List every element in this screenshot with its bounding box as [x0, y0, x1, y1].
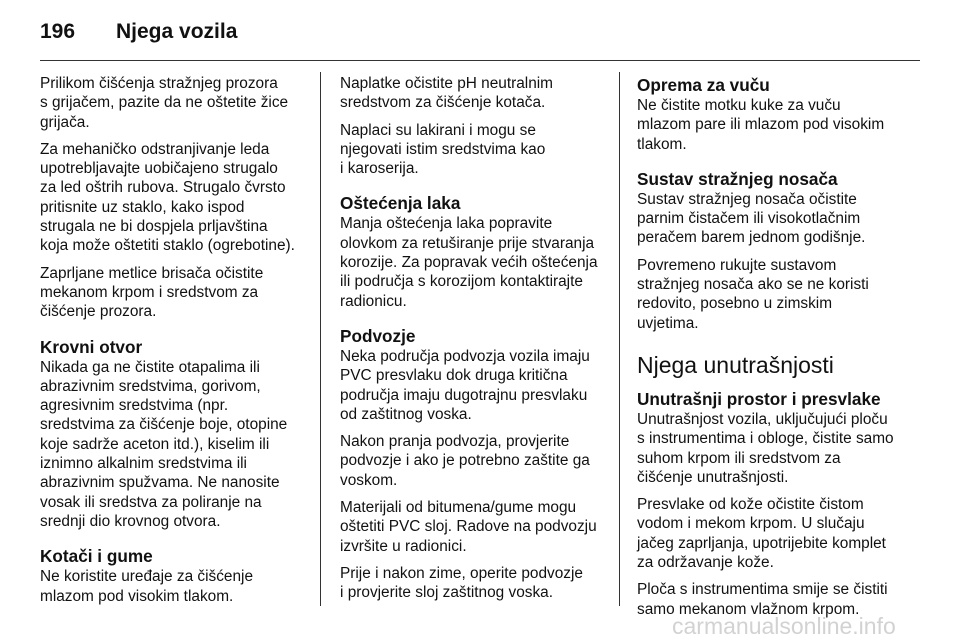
paragraph: Ne koristite uređaje za čišćenje mlazom pod visokim tlakom.: [40, 568, 254, 605]
column-divider: [320, 72, 321, 606]
column-2: [340, 74, 615, 611]
paragraph: Ploča s instrumentima smije se čistiti samo mekanom vlažnom krpom.: [637, 581, 888, 618]
paragraph: Sustav stražnjeg nosača očistite parnim čistačem ili visokotlačnim peračem barem jednom godišnje.: [637, 190, 866, 247]
paragraph: Povremeno rukujte sustavom stražnjeg nosača ako se ne koristi redovito, posebno u zimskim uvjetima.: [637, 256, 869, 332]
paragraph: Naplaci su lakirani i mogu se njegovati istim sredstvima kao i karoserija.: [340, 121, 546, 178]
paragraph: Neka područja podvozja vozila imaju PVC presvlaku dok druga kritična područja imaju dugotrajnu presvlaku od zaštitnog voska.: [340, 347, 590, 423]
paragraph: Ne čistite motku kuke za vuču mlazom pare ili mlazom pod visokim tlakom.: [637, 97, 885, 153]
watermark: carmanualsonline.info: [672, 613, 896, 639]
page-title: Njega vozila: [116, 20, 238, 43]
column-1: [40, 74, 315, 614]
column-divider: [619, 72, 620, 606]
chapter-heading: Njega unutrašnjosti: [637, 351, 834, 378]
column-3: [637, 74, 912, 627]
paragraph: Naplatke očistite pH neutralnim sredstvom za čišćenje kotača.: [340, 75, 554, 112]
paragraph: Prilikom čišćenja stražnjeg prozora s grijačem, pazite da ne oštetite žice grijača.: [40, 75, 289, 131]
paragraph: Nakon pranja podvozja, provjerite podvozje i ako je potrebno zaštite ga voskom.: [340, 433, 590, 489]
paragraph: Za mehaničko odstranjivanje leda upotrebljavajte uobičajeno strugalo za led oštrih rubova. Strugalo čvrsto pritisnite uz staklo, kako ispod strugala ne bi dospjela prljavština koja može oštetiti staklo (ogrebotine).: [40, 140, 295, 255]
header-rule: [40, 60, 920, 61]
section-heading: Oprema za vuču: [637, 75, 770, 95]
section-heading: Sustav stražnjeg nosača: [637, 168, 838, 189]
paragraph: Manja oštećenja laka popravite olovkom za retuširanje prije stvaranja korozije. Za popravak većih oštećenja ili područja s korozijom kontaktirajte radionicu.: [340, 215, 598, 310]
section-heading: Unutrašnji prostor i presvlake: [637, 388, 881, 409]
paragraph: Unutrašnjost vozila, uključujući ploču s instrumentima i obloge, čistite samo suhom krpom ili sredstvom za čišćenje unutrašnjosti.: [637, 410, 894, 486]
section-heading: Kotači i gume: [40, 546, 153, 567]
section-heading: Podvozje: [340, 325, 416, 346]
paragraph: Nikada ga ne čistite otapalima ili abrazivnim sredstvima, gorivom, agresivnim sredstvima (npr. sredstvima za čišćenje boje, otopine koje sadrže aceton itd.), kiselim ili iznimno alkalnim sredstvima ili abrazivnim spužvama. Ne nanosite vosak ili sredstva za poliranje na srednji dio krovnog otvora.: [40, 358, 288, 530]
paragraph: Prije i nakon zime, operite podvozje i provjerite sloj zaštitnog voska.: [340, 564, 583, 602]
section-heading: Oštećenja laka: [340, 193, 461, 214]
paragraph: Presvlake od kože očistite čistom vodom i mekom krpom. U slučaju jačeg zaprljanja, upotrijebite komplet za održavanje kože.: [637, 496, 886, 572]
section-heading: Krovni otvor: [40, 336, 143, 357]
paragraph: Zaprljane metlice brisača očistite mekanom krpom i sredstvom za čišćenje prozora.: [40, 264, 264, 321]
paragraph: Materijali od bitumena/gume mogu oštetiti PVC sloj. Radove na podvozju izvršite u radionici.: [340, 499, 597, 555]
page-number: 196: [40, 20, 76, 43]
